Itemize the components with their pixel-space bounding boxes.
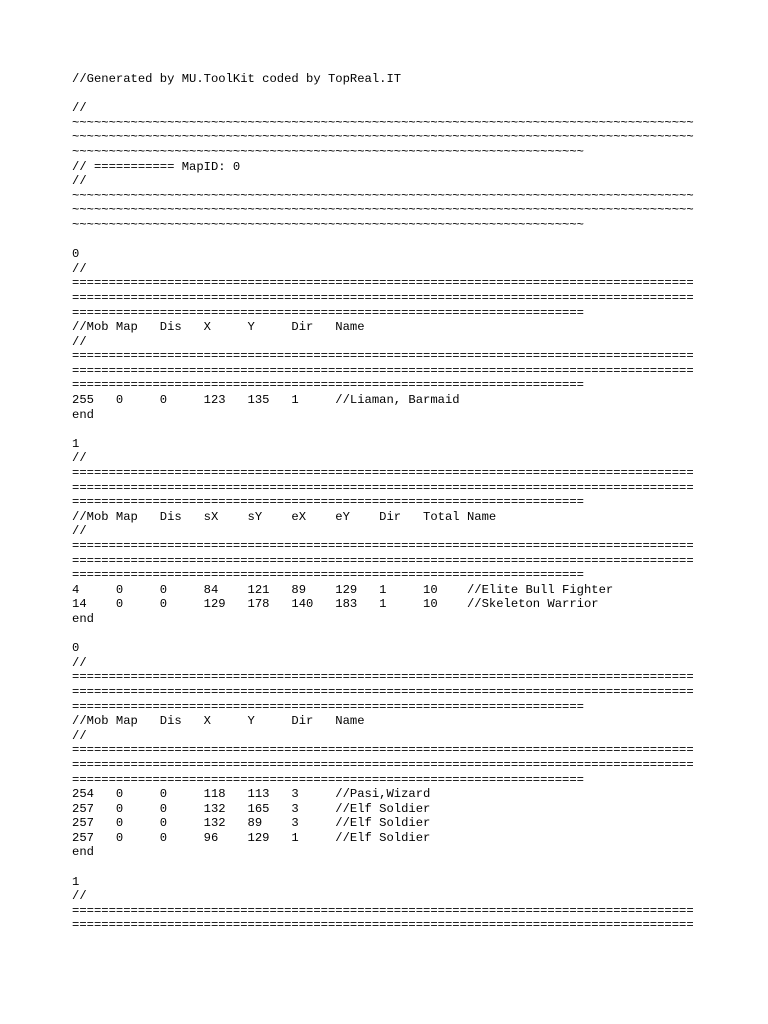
text-line: ===================================================================================== bbox=[72, 684, 694, 699]
text-line: ====================================================================== bbox=[72, 772, 584, 787]
text-line: ~~~~~~~~~~~~~~~~~~~~~~~~~~~~~~~~~~~~~~~~~~~~~~~~~~~~~~~~~~~~~~~~~~~~~~~~~~~~~~~~~~~~~ bbox=[72, 188, 694, 203]
text-line: //Mob Map Dis sX sY eX eY Dir Total Name bbox=[72, 509, 497, 524]
text-line: 254 0 0 118 113 3 //Pasi,Wizard bbox=[72, 787, 431, 802]
text-line: // bbox=[72, 451, 87, 466]
text-line: end bbox=[72, 845, 94, 860]
text-line: ===================================================================================== bbox=[72, 903, 694, 918]
text-line: // bbox=[72, 728, 87, 743]
text-line: //Mob Map Dis X Y Dir Name bbox=[72, 320, 365, 335]
text-line: // bbox=[72, 889, 87, 904]
text-line: ====================================================================== bbox=[72, 378, 584, 393]
text-line: ===================================================================================== bbox=[72, 539, 694, 553]
text-line: ===================================================================================== bbox=[72, 757, 694, 772]
text-line: ====================================================================== bbox=[72, 305, 584, 320]
text-line: ====================================================================== bbox=[72, 699, 584, 714]
text-line: ~~~~~~~~~~~~~~~~~~~~~~~~~~~~~~~~~~~~~~~~~~~~~~~~~~~~~~~~~~~~~~~~~~~~~~~~~~~~~~~~~~~~~ bbox=[72, 115, 694, 130]
text-line: ===================================================================================== bbox=[72, 276, 694, 291]
text-line: ~~~~~~~~~~~~~~~~~~~~~~~~~~~~~~~~~~~~~~~~~~~~~~~~~~~~~~~~~~~~~~~~~~~~~~~~~~~~~~~~~~~~~ bbox=[72, 130, 694, 145]
text-line: 14 0 0 129 178 140 183 1 10 //Skeleton Warrior bbox=[72, 597, 599, 612]
text-line: // bbox=[72, 174, 87, 189]
text-line: ~~~~~~~~~~~~~~~~~~~~~~~~~~~~~~~~~~~~~~~~~~~~~~~~~~~~~~~~~~~~~~~~~~~~~~ bbox=[72, 144, 584, 159]
text-line: // =========== MapID: 0 bbox=[72, 159, 241, 174]
text-line: ====================================================================== bbox=[72, 495, 584, 510]
blank-line bbox=[72, 627, 712, 642]
text-line: 0 bbox=[72, 641, 80, 656]
text-line: 257 0 0 132 165 3 //Elf Soldier bbox=[72, 801, 431, 816]
text-line: ===================================================================================== bbox=[72, 290, 694, 305]
text-line: ~~~~~~~~~~~~~~~~~~~~~~~~~~~~~~~~~~~~~~~~~~~~~~~~~~~~~~~~~~~~~~~~~~~~~~ bbox=[72, 217, 584, 232]
blank-line bbox=[72, 860, 712, 875]
text-line: 4 0 0 84 121 89 129 1 10 //Elite Bull Fighter bbox=[72, 582, 614, 597]
text-line: ===================================================================================== bbox=[72, 363, 694, 378]
text-line: ===================================================================================== bbox=[72, 553, 694, 568]
text-line: ===================================================================================== bbox=[72, 480, 694, 495]
text-line: 257 0 0 132 89 3 //Elf Soldier bbox=[72, 816, 431, 831]
text-line: end bbox=[72, 611, 94, 626]
text-line: // bbox=[72, 101, 87, 116]
text-line: // bbox=[72, 655, 87, 670]
document-page bbox=[72, 72, 712, 933]
text-line: ~~~~~~~~~~~~~~~~~~~~~~~~~~~~~~~~~~~~~~~~~~~~~~~~~~~~~~~~~~~~~~~~~~~~~~~~~~~~~~~~~~~~~ bbox=[72, 203, 694, 218]
text-line: ===================================================================================== bbox=[72, 349, 694, 364]
text-line: // bbox=[72, 261, 87, 276]
text-line: //Generated by MU.ToolKit coded by TopReal.IT bbox=[72, 72, 402, 86]
blank-line bbox=[72, 87, 712, 102]
text-line: end bbox=[72, 407, 94, 422]
text-line: ===================================================================================== bbox=[72, 466, 694, 481]
text-line: ===================================================================================== bbox=[72, 918, 694, 933]
text-line: // bbox=[72, 524, 87, 539]
text-line: //Mob Map Dis X Y Dir Name bbox=[72, 714, 365, 729]
blank-line bbox=[72, 233, 712, 248]
text-line: 1 bbox=[72, 436, 80, 451]
text-line: 0 bbox=[72, 247, 80, 262]
text-line: ===================================================================================== bbox=[72, 670, 694, 685]
text-line: // bbox=[72, 334, 87, 349]
blank-line bbox=[72, 422, 712, 437]
text-line: 1 bbox=[72, 874, 80, 889]
text-line: ===================================================================================== bbox=[72, 743, 694, 758]
text-line: 257 0 0 96 129 1 //Elf Soldier bbox=[72, 830, 431, 845]
text-line: ====================================================================== bbox=[72, 568, 584, 583]
text-line: 255 0 0 123 135 1 //Liaman, Barmaid bbox=[72, 393, 460, 408]
